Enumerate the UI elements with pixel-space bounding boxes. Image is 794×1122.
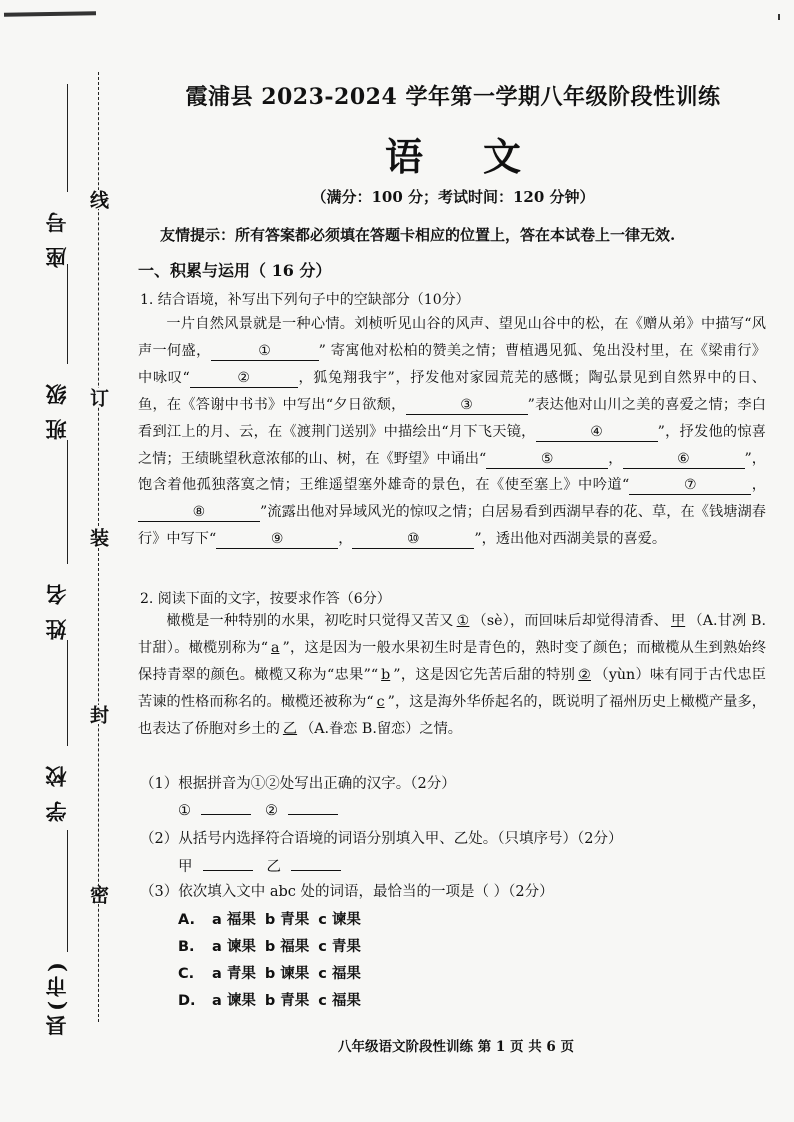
mark-a: a <box>271 639 280 656</box>
name-rule <box>67 440 68 564</box>
class-rule <box>67 264 68 364</box>
blank-3: ③ <box>406 396 528 415</box>
cut-word-feng: 封 <box>86 705 112 724</box>
scan-artifact <box>4 11 96 17</box>
option-b[interactable]: B. a 谏果 b 福果 c 青果 <box>178 939 361 955</box>
answer-blank-jia[interactable] <box>203 856 253 871</box>
cut-word-zhuang: 装 <box>86 528 112 547</box>
county-rule <box>67 830 68 952</box>
field-seat-number: 座号 <box>44 198 69 268</box>
option-a[interactable]: A. a 福果 b 青果 c 谏果 <box>178 912 361 928</box>
question-1-passage: 一片自然风景就是一种心情。刘桢听见山谷的风声、望见山谷中的松，在《赠从弟》中描写“风声一何盛， ① ” 寄寓他对松柏的赞美之情；曹植遇见狐、兔出没村里，在《梁甫行》中咏叹“ ② ，狐兔翔我宇”，抒发他对家园荒芜的感慨；陶弘景见到自然界中的日、鱼，在《答谢中书书》中写出“夕日欲颓， ③ ”表达他对山川之美的喜爱之情；李白看到江上的月、云，在《渡荆门送别》中描绘出“月下飞天镜， ④ ”，抒发他的惊喜之情；王绩眺望秋意浓郁的山、树，在《野望》中诵出“ ⑤ ， ⑥ ”，饱含着他孤独落寞之情；王维遥望塞外雄奇的景色，在《使至塞上》中吟道“ ⑦ ，⑧ ”流露出他对异域风光的惊叹之情；白居易看到西湖早春的花、草，在《钱塘湖春行》中写下“ ⑨ ， ⑩ ”，透出他对西湖美景的喜爱。 <box>138 316 766 548</box>
mark-b: b <box>381 666 391 683</box>
school-rule <box>67 640 68 746</box>
blank-5: ⑤ <box>486 450 608 469</box>
question-2-passage: 橄榄是一种特别的水果，初吃时只觉得又苦又 ① （sè），而回味后却觉得清香、 甲 （A.甘冽 B.甘甜）。橄榄别称为“ a ”，这是因为一般水果初生时是青色的，熟时变了颜色；而橄榄从生到熟始终保持青翠的颜色。橄榄又称为“忠果”“ b ”，这是因它先苦后甜的特别 ② （yùn）味有同于古代忠臣苦谏的性格而称名的。橄榄还被称为“ c ”，这是海外华侨起名的，既说明了福州历史上橄榄产量多，也表达了侨胞对乡土的 乙 （A.眷恋 B.留恋）之情。 <box>138 608 766 743</box>
blank-9: ⑨ <box>216 530 338 549</box>
blank-10: ⑩ <box>352 530 474 549</box>
mark-2: ② <box>578 666 591 683</box>
answer-blank-1[interactable] <box>201 800 251 815</box>
seat-number-rule <box>67 84 68 192</box>
mark-c: c <box>376 693 385 710</box>
field-name: 姓名 <box>44 570 69 640</box>
blank-8: ⑧ <box>138 503 260 522</box>
field-county: 县(市) <box>44 958 69 1036</box>
field-school: 学校 <box>44 752 69 822</box>
binding-cut-line <box>98 72 99 1022</box>
mark-jia: 甲 <box>670 613 686 629</box>
answer-line-2: 甲 乙 <box>178 855 355 876</box>
answer-blank-yi[interactable] <box>291 856 341 871</box>
option-c[interactable]: C. a 青果 b 谏果 c 福果 <box>178 966 361 982</box>
cut-word-ding: 订 <box>86 388 112 407</box>
blank-1: ① <box>211 342 319 361</box>
sub-question-1: （1）根据拼音为①②处写出正确的汉字。（2分） <box>140 776 456 792</box>
notice-text: 友情提示：所有答案都必须填在答题卡相应的位置上，答在本试卷上一律无效. <box>160 226 676 244</box>
question-2-title: 2. 阅读下面的文字，按要求作答（6分） <box>140 591 391 607</box>
sub-question-3: （3）依次填入文中 abc 处的词语，最恰当的一项是（ ）（2分） <box>140 884 554 900</box>
option-d[interactable]: D. a 谏果 b 青果 c 福果 <box>178 993 361 1009</box>
mark-1: ① <box>456 613 470 629</box>
answer-blank-2[interactable] <box>288 800 338 815</box>
section-title: 一、积累与运用（ 16 分） <box>138 261 332 280</box>
answer-line-1: ① ② <box>178 800 352 819</box>
question-1-title: 1. 结合语境，补写出下列句子中的空缺部分（10分） <box>140 292 470 308</box>
score-info: （满分：100 分；考试时间：120 分钟） <box>311 188 595 206</box>
blank-6: ⑥ <box>623 450 745 469</box>
page-footer: 八年级语文阶段性训练 第 1 页 共 6 页 <box>338 1039 574 1055</box>
field-class: 班级 <box>44 370 69 440</box>
blank-2: ② <box>190 369 298 388</box>
blank-4: ④ <box>536 423 658 442</box>
cut-word-mi: 密 <box>86 885 112 904</box>
cut-word-xian: 线 <box>86 190 112 209</box>
scan-artifact-dot <box>778 14 780 20</box>
mark-yi: 乙 <box>282 720 298 737</box>
exam-title: 霞浦县 2023-2024 学年第一学期八年级阶段性训练 <box>185 84 721 110</box>
subject-title: 语文 <box>384 134 581 179</box>
blank-7: ⑦ <box>629 476 751 495</box>
sub-question-2: （2）从括号内选择符合语境的词语分别填入甲、乙处。（只填序号）（2分） <box>140 831 623 847</box>
